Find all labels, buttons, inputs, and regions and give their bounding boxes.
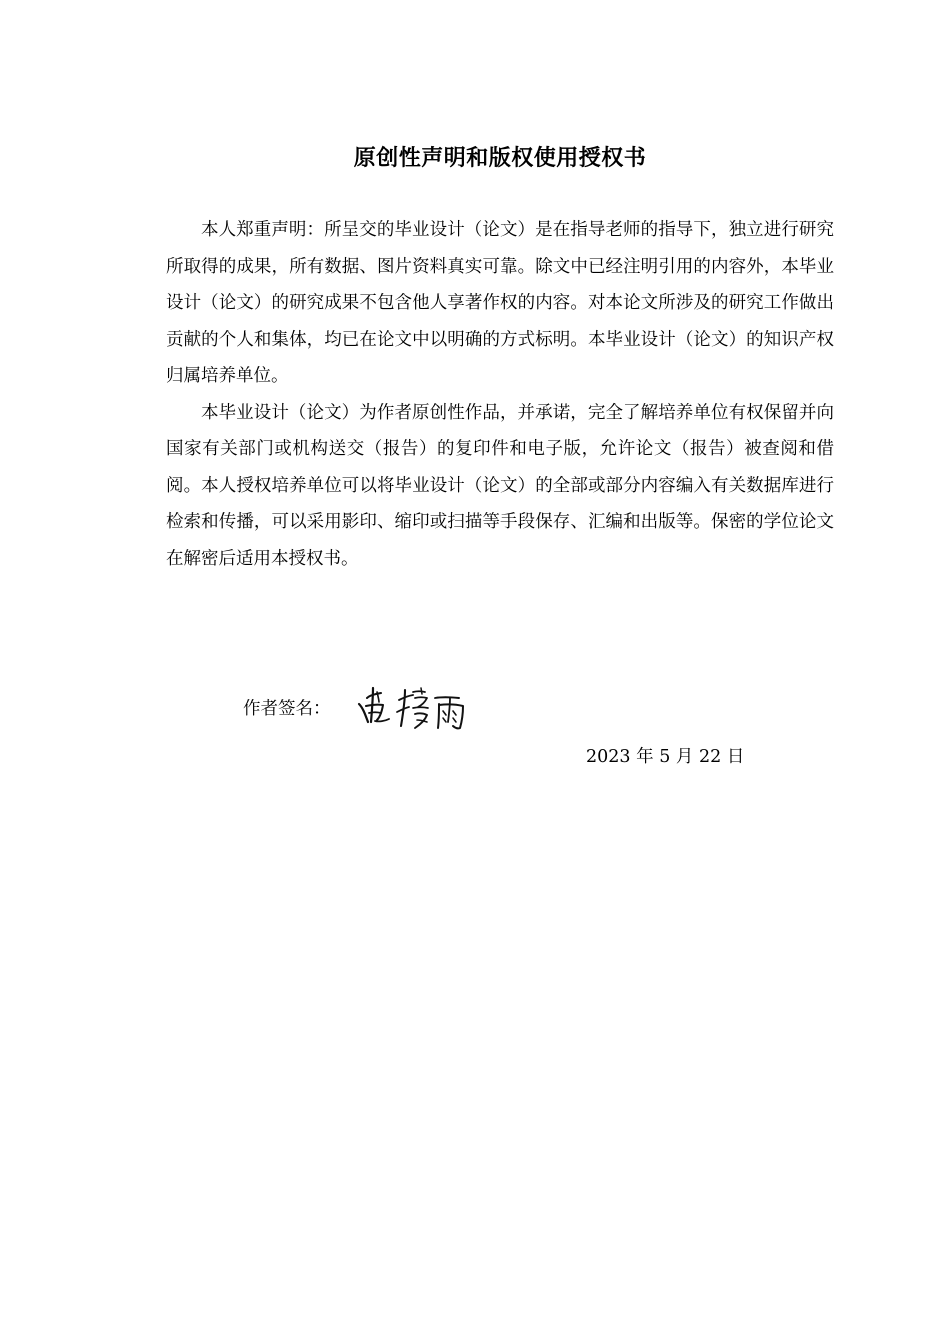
date-day: 22 <box>699 747 722 767</box>
paragraph-originality: 本人郑重声明：所呈交的毕业设计（论文）是在指导老师的指导下，独立进行研究所取得的成果，所有数据、图片资料真实可靠。除文中已经注明引用的内容外，本毕业设计（论文）的研究成果不包含他人享著作权的内容。对本论文所涉及的研究工作做出贡献的个人和集体，均已在论文中以明确的方式标明。本毕业设计（论文）的知识产权归属培养单位。 <box>166 220 834 386</box>
declaration-body <box>166 212 834 577</box>
paragraph-copyright: 本毕业设计（论文）为作者原创性作品，并承诺，完全了解培养单位有权保留并向国家有关部门或机构送交（报告）的复印件和电子版，允许论文（报告）被查阅和借阅。本人授权培养单位可以将毕业设计（论文）的全部或部分内容编入有关数据库进行检索和传播，可以采用影印、缩印或扫描等手段保存、汇编和出版等。保密的学位论文在解密后适用本授权书。 <box>166 402 834 569</box>
date-month: 5 <box>659 747 671 767</box>
date-year-unit: 年 <box>636 747 654 767</box>
handwritten-signature <box>355 684 475 734</box>
signature-label: 作者签名： <box>243 699 331 719</box>
date-year: 2023 <box>586 747 631 767</box>
signature-row <box>243 684 475 734</box>
document-title: 原创性声明和版权使用授权书 <box>353 146 647 171</box>
signing-date <box>586 742 744 772</box>
date-day-unit: 日 <box>726 747 745 767</box>
date-month-unit: 月 <box>675 747 694 767</box>
